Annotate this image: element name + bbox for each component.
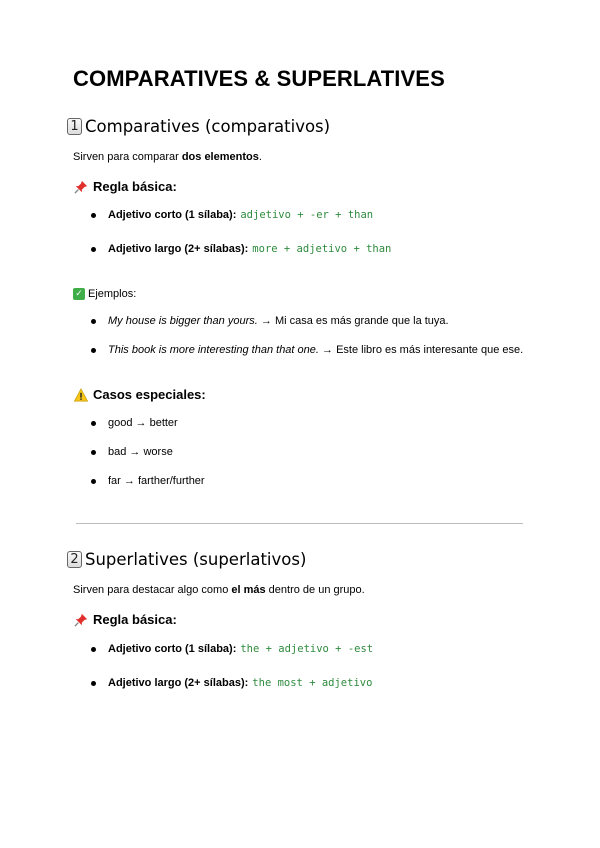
bullet-dot (91, 319, 96, 324)
list-item (91, 209, 373, 221)
section-heading-text: Comparatives (comparativos) (85, 117, 331, 136)
intro-suffix: . (258, 151, 262, 163)
example-spanish: Mi casa es más grande que la tuya. (274, 315, 449, 327)
rule-label: Adjetivo largo (2+ sílabas): (108, 677, 249, 689)
list-item (91, 344, 523, 356)
special-case: far → farther/further (108, 475, 205, 487)
pushpin-icon (73, 613, 89, 627)
rule-heading (73, 612, 177, 627)
bullet-dot (91, 247, 96, 252)
section-heading-text: Superlatives (superlativos) (85, 550, 307, 569)
rule-label: Adjetivo corto (1 sílaba): (108, 209, 237, 221)
rule-formula: the most + adjetivo (252, 677, 373, 689)
section-heading-comparatives (67, 117, 330, 136)
bullet-dot (91, 479, 96, 484)
horizontal-divider (76, 523, 523, 524)
bullet-dot (91, 681, 96, 686)
special-heading-text: Casos especiales: (93, 387, 206, 402)
special-case: good → better (108, 417, 178, 429)
intro-text: Sirven para comparar (73, 151, 182, 163)
rule-heading-text: Regla básica: (93, 612, 177, 627)
section-heading-superlatives (67, 550, 306, 569)
intro-bold: el más (231, 584, 266, 596)
special-heading (73, 387, 206, 402)
warning-icon (73, 388, 89, 402)
example-arrow: → (257, 315, 275, 327)
list-item (91, 315, 449, 327)
rule-formula: the + adjetivo + -est (240, 643, 374, 655)
list-item (91, 446, 173, 458)
list-item (91, 475, 205, 487)
bullet-dot (91, 348, 96, 353)
example-arrow: → (318, 344, 337, 356)
intro-bold: dos elementos (181, 151, 259, 163)
list-item (91, 677, 372, 689)
examples-label-text: Ejemplos: (88, 288, 137, 300)
rule-heading (73, 179, 177, 194)
rule-heading-text: Regla básica: (93, 179, 177, 194)
intro-paragraph (73, 151, 262, 163)
bullet-dot (91, 213, 96, 218)
rule-formula: more + adjetivo + than (252, 243, 392, 255)
rule-label: Adjetivo corto (1 sílaba): (108, 643, 237, 655)
examples-label (73, 288, 136, 300)
keycap-number-icon: 1 (67, 118, 82, 135)
intro-paragraph (73, 584, 365, 596)
rule-label: Adjetivo largo (2+ sílabas): (108, 243, 249, 255)
rule-formula: adjetivo + -er + than (240, 209, 374, 221)
special-case: bad → worse (108, 446, 173, 458)
page-title: COMPARATIVES & SUPERLATIVES (73, 66, 445, 91)
example-english: My house is bigger than yours. (108, 315, 258, 327)
list-item (91, 243, 391, 255)
example-spanish: Este libro es más interesante que ese. (336, 344, 524, 356)
check-mark-icon: ✓ (73, 288, 85, 300)
pushpin-icon (73, 180, 89, 194)
example-english: This book is more interesting than that one. (108, 344, 319, 356)
intro-suffix: dentro de un grupo. (265, 584, 365, 596)
keycap-number-icon: 2 (67, 551, 82, 568)
bullet-dot (91, 450, 96, 455)
bullet-dot (91, 647, 96, 652)
list-item (91, 417, 178, 429)
bullet-dot (91, 421, 96, 426)
list-item (91, 643, 373, 655)
intro-text: Sirven para destacar algo como (73, 584, 232, 596)
